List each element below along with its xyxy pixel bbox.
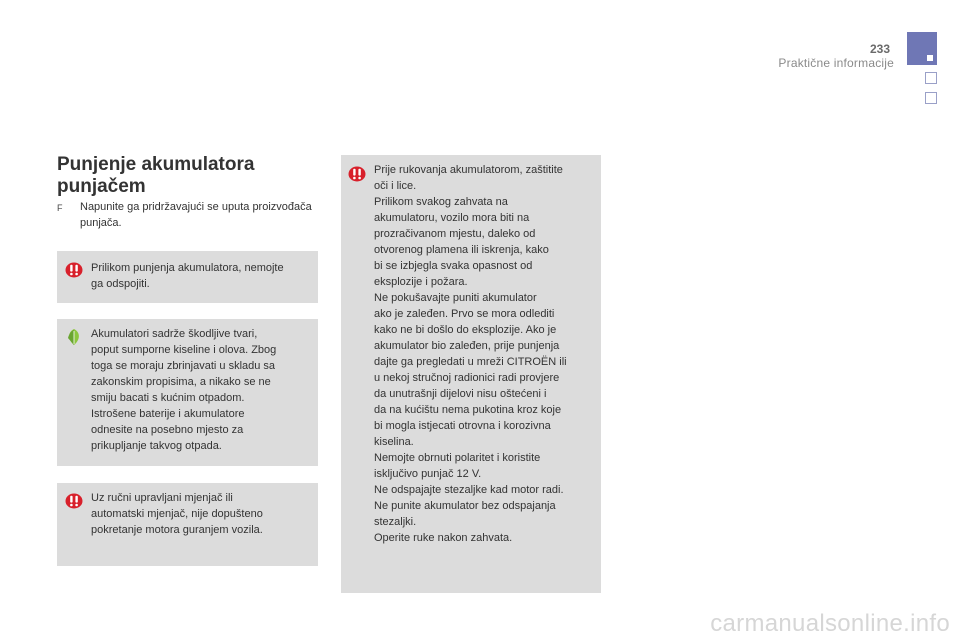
- watermark: carmanualsonline.info: [710, 610, 950, 637]
- warning-box-gearbox: [57, 483, 318, 566]
- section-title-line: Punjenje akumulatora: [57, 154, 255, 175]
- tab-marker-icon: [927, 55, 933, 61]
- warning-icon: [65, 261, 83, 279]
- warning-text: Prije rukovanja akumulatorom, zaštitite oči i lice. Prilikom svakog zahvata na akumulatoru, vozilo mora biti na prozračivanom mjestu, daleko od otvorenog plamena ili iskrenja, kako bi se izbjegla svaka opasnost od eksplozije i požara. Ne pokušavajte puniti akumulator ako je zaleđen. Prvo se mora odlediti kako ne bi došlo do eksplozije. Ako je akumulator bio zaleđen, prije punjenja dajte ga pregledati u mreži CITROËN ili u nekoj stručnoj radionici radi provjere da unutrašnji dijelovi nisu oštećeni i da na kućištu nema pukotina kroz koje bi mogla istjecati otrovna i korozivna kiselina. Nemojte obrnuti polaritet i koristite isključivo punjač 12 V. Ne odspajajte stezaljke kad motor radi. Ne punite akumulator bez odspajanja stezaljki. Operite ruke nakon zahvata.: [374, 164, 567, 544]
- instruction-item: [57, 199, 317, 231]
- eco-leaf-icon: [65, 328, 83, 346]
- warning-icon: [65, 492, 83, 510]
- warning-text: Uz ručni upravljani mjenjač ili automatski mjenjač, nije dopušteno pokretanje motora guranjem vozila.: [91, 492, 263, 536]
- bullet-icon: F: [57, 203, 63, 213]
- warning-box-handling: [341, 155, 601, 593]
- chapter-tab[interactable]: [925, 92, 937, 104]
- eco-box-disposal: [57, 319, 318, 466]
- eco-text: Akumulatori sadrže škodljive tvari, poput sumporne kiseline i olova. Zbog toga se moraju zbrinjavati u skladu sa zakonskim propisima, a nikako se ne smiju bacati s kućnim otpadom. Istrošene baterije i akumulatore odnesite na posebno mjesto za prikupljanje takvog otpada.: [91, 328, 277, 452]
- instruction-text: Napunite ga pridržavajući se uputa proizvođača punjača.: [80, 201, 312, 229]
- page-number: 233: [869, 42, 890, 56]
- section-title-line: punjačem: [57, 176, 146, 197]
- section-name: Praktične informacije: [778, 56, 894, 70]
- warning-icon: [348, 165, 366, 183]
- chapter-tab[interactable]: [925, 72, 937, 84]
- warning-box-charging: [57, 251, 318, 303]
- chapter-tab-active[interactable]: [907, 32, 937, 65]
- warning-text: Prilikom punjenja akumulatora, nemojte ga odspojiti.: [91, 262, 284, 290]
- section-title: [57, 154, 327, 198]
